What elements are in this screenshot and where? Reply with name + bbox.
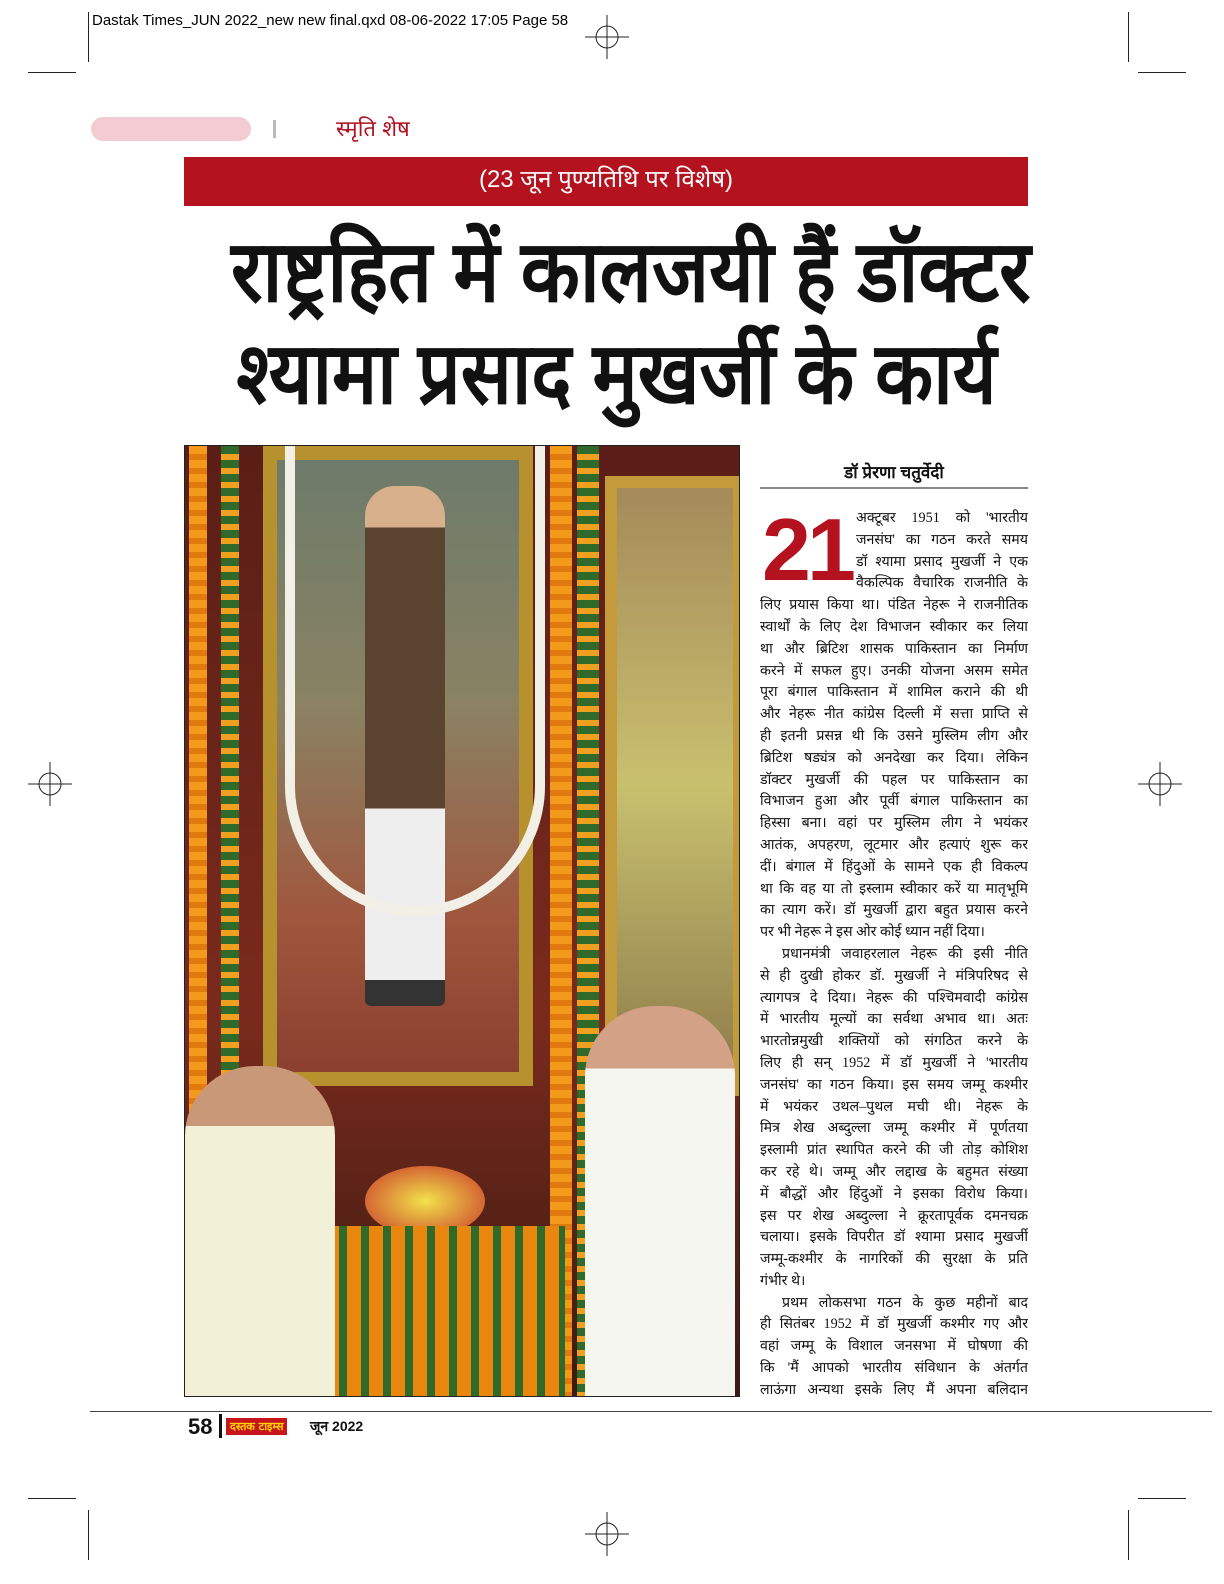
article-line: वैकल्पिक वैचारिक राजनीति के [856, 575, 1028, 592]
article-line: करने में सफल हुए। उनकी योजना असम समेत [760, 662, 1028, 679]
article-photo [184, 445, 740, 1397]
article-line: का त्याग करें। डॉ मुखर्जी द्वारा बहुत प्रयास करने [760, 902, 1028, 919]
article-line: कर रहे थे। जम्मू और लद्दाख के बहुमत संख्या [760, 1163, 1028, 1180]
article-line: हिस्सा बना। वहां पर मुस्लिम लीग ने भयंकर [760, 815, 1028, 832]
article-line: और नेहरू नीत कांग्रेस दिल्ली में सत्ता प्राप्ति से [760, 706, 1028, 723]
person-left [185, 1066, 335, 1397]
crop-mark [88, 12, 89, 62]
article-line: जनसंघ' का गठन करते समय [856, 531, 1028, 548]
headline-line-2 [184, 324, 1028, 424]
article-line: गंभीर थे। [760, 1272, 806, 1289]
article-line: ही इतनी प्रसन्न थी कि उसने मुस्लिम लीग और [760, 727, 1028, 744]
article-line: कि 'मैं आपको भारतीय संविधान के अंतर्गत [760, 1360, 1028, 1377]
article-line: दीं। बंगाल में हिंदुओं के सामने एक ही विकल्प [760, 858, 1028, 875]
headline-text: श्यामा प्रसाद मुखर्जी के कार्य [236, 326, 997, 422]
article-line: लिए ही सन् 1952 में डॉ मुखर्जी ने 'भारतीय [760, 1054, 1028, 1071]
footer-divider [219, 1414, 222, 1438]
garland [285, 446, 545, 916]
flower-pedestal [325, 1226, 565, 1397]
article-line: प्रथम लोकसभा गठन के कुछ महीनों बाद [782, 1294, 1028, 1311]
article-line: लाऊंगा अन्यथा इसके लिए मैं अपना बलिदान [760, 1381, 1028, 1398]
crop-mark [88, 1510, 89, 1560]
section-label: स्मृति शेष [336, 116, 410, 141]
page-number: 58 [188, 1414, 213, 1439]
article-line: में भारतीय मूल्यों का सर्वथा अभाव था। अतः [760, 1011, 1028, 1028]
crop-mark [28, 72, 76, 73]
occasion-banner: (23 जून पुण्यतिथि पर विशेष) [184, 157, 1028, 206]
article-line: ब्रिटिश षड्यंत्र को अनदेखा कर दिया। लेकिन [760, 749, 1028, 766]
crop-mark [1128, 12, 1129, 62]
article-line: डॉ श्यामा प्रसाद मुखर्जी ने एक [856, 553, 1028, 570]
person-right [585, 1006, 735, 1397]
article-line: आतंक, अपहरण, लूटमार और हत्याएं शुरू कर [760, 836, 1028, 853]
crop-mark [1138, 1498, 1186, 1499]
magazine-logo: दस्तक टाइम्स [226, 1418, 287, 1435]
article-paragraph [760, 1293, 1028, 1402]
article-line: इस्लामी प्रांत स्थापित करने की जी तोड़ कोशिश [760, 1142, 1028, 1159]
article-line: पूरा बंगाल पाकिस्तान में शामिल कराने की थी [760, 684, 1028, 701]
article-line: चलाया। इसके विपरीत डॉ श्यामा प्रसाद मुखर्जी [760, 1229, 1028, 1246]
article-line: भारतोन्नमुखी शक्तियों को संगठित करने के [760, 1033, 1028, 1050]
registration-mark-icon [585, 1512, 629, 1556]
registration-mark-icon [585, 15, 629, 59]
section-pill [91, 117, 251, 141]
article-paragraph [760, 500, 1028, 944]
file-slug: Dastak Times_JUN 2022_new new final.qxd 08-06-2022 17:05 Page 58 [92, 12, 569, 29]
article-line: से ही दुखी होकर डॉ. मुखर्जी ने मंत्रिपरिषद से [760, 967, 1028, 984]
footer-rule [90, 1411, 1212, 1412]
article-line: मित्र शेख अब्दुल्ला जम्मू कश्मीर में पूर्णतया [760, 1120, 1028, 1137]
article-line: प्रधानमंत्री जवाहरलाल नेहरू की इसी नीति [782, 945, 1028, 962]
registration-mark-icon [28, 762, 72, 806]
issue-date: जून 2022 [310, 1418, 364, 1434]
headline-text: राष्ट्रहित में कालजयी हैं डॉक्टर [230, 224, 1031, 320]
crop-mark [28, 1498, 76, 1499]
article-line: पर भी नेहरू ने इस ओर कोई ध्यान नहीं दिया। [760, 924, 985, 941]
article-line: जनसंघ' का गठन किया। इस समय जम्मू कश्मीर [760, 1076, 1028, 1093]
section-divider [273, 120, 276, 138]
registration-mark-icon [1138, 762, 1182, 806]
byline-rule [760, 487, 1028, 489]
article-paragraph [760, 944, 1028, 1293]
article-line: इस पर शेख अब्दुल्ला ने क्रूरतापूर्वक दमनचक्र [760, 1207, 1028, 1224]
article-line: था कि वह या तो इस्लाम स्वीकार करें या मातृभूमि [760, 880, 1028, 897]
crop-mark [1128, 1510, 1129, 1560]
article-line: त्यागपत्र दे दिया। नेहरू की पश्चिमवादी कांग्रेस [760, 989, 1028, 1006]
article-line: था और ब्रिटिश शासक पाकिस्तान का निर्माण [760, 640, 1028, 657]
article-line: डॉक्टर मुखर्जी की पहल पर पाकिस्तान का [760, 771, 1028, 788]
crop-mark [1138, 72, 1186, 73]
article-line: विभाजन हुआ और पूर्वी बंगाल पाकिस्तान का [760, 793, 1028, 810]
article-body [760, 500, 1028, 1402]
article-line: ही सितंबर 1952 में डॉ मुखर्जी कश्मीर गए और [760, 1316, 1028, 1333]
article-line: स्वार्थों के लिए देश विभाजन स्वीकार कर लिया [760, 618, 1028, 635]
article-line: वहां जम्मू के विशाल जनसभा में घोषणा की [760, 1338, 1028, 1355]
article-line: अक्टूबर 1951 को 'भारतीय [856, 510, 1028, 526]
headline-line-1 [184, 222, 1031, 322]
article-line: में बौद्धों और हिंदुओं ने इसका विरोध किया। [760, 1185, 1028, 1202]
article-line: में भयंकर उथल–पुथल मची थी। नेहरू के [760, 1098, 1028, 1115]
drop-cap: 21 [762, 500, 852, 599]
author-byline: डॉ प्रेरणा चतुर्वेदी [844, 463, 944, 482]
article-line: जम्मू-कश्मीर के नागरिकों की सुरक्षा के प्रति [760, 1251, 1028, 1268]
article-line: लिए प्रयास किया था। पंडित नेहरू ने राजनीतिक [760, 597, 1028, 614]
second-painting [605, 476, 740, 1096]
